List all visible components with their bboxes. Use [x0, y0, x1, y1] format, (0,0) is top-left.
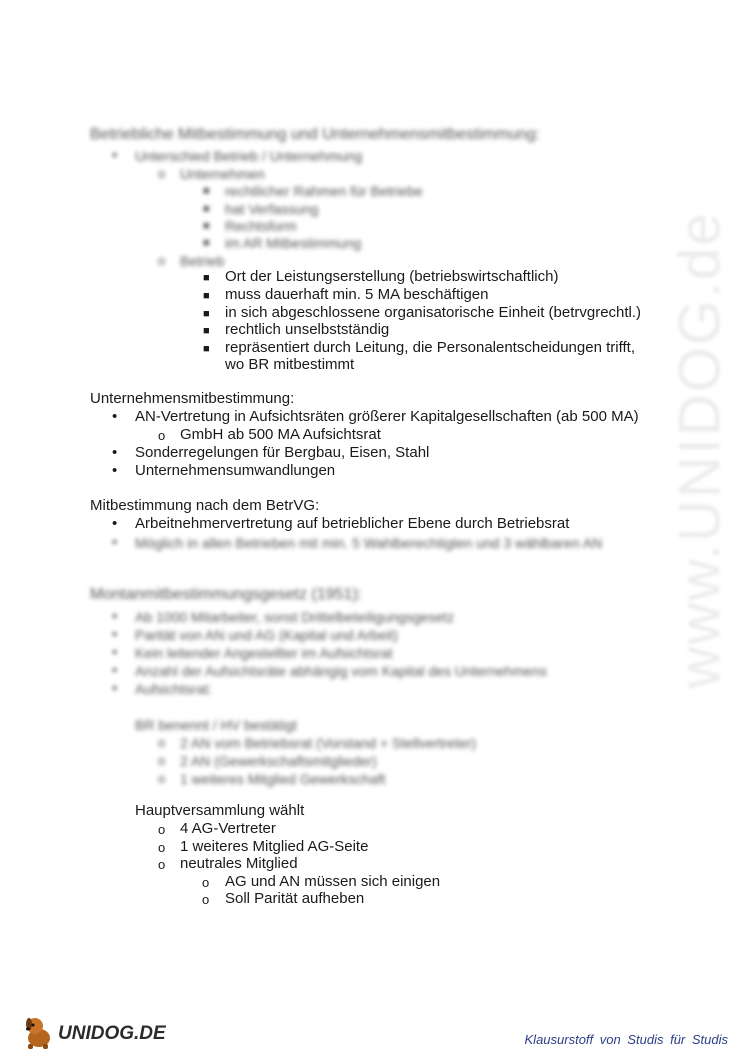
list-item: repräsentiert durch Leitung, die Personalentscheidungen trifft, — [225, 339, 635, 356]
unidog-logo[interactable] — [22, 1014, 166, 1054]
bullet: • — [112, 534, 118, 551]
subsection-heading: BR benennt / HV bestätigt — [135, 717, 297, 733]
bullet: o — [202, 892, 210, 907]
dog-icon — [22, 1014, 56, 1054]
bullet: • — [112, 608, 118, 625]
bullet: • — [112, 147, 118, 164]
bullet: • — [112, 680, 118, 697]
list-item: 4 AG-Vertreter — [180, 820, 276, 837]
section-heading: Mitbestimmung nach dem BetrVG: — [90, 497, 320, 514]
bullet: • — [112, 444, 118, 461]
bullet: o — [158, 857, 166, 872]
list-item: Unternehmensumwandlungen — [135, 462, 336, 479]
bullet: • — [112, 515, 118, 532]
bullet: ■ — [203, 220, 210, 232]
bullet: o — [158, 428, 166, 443]
list-item: Betrieb — [180, 253, 225, 269]
bullet: o — [158, 771, 166, 786]
list-item: AN-Vertretung in Aufsichtsräten größerer Kapitalgesellschaften (ab 500 MA) — [135, 408, 639, 425]
bullet: • — [112, 662, 118, 679]
watermark: www.UNIDOG.de — [667, 211, 733, 689]
list-item: GmbH ab 500 MA Aufsichtsrat — [180, 426, 381, 443]
bullet: ■ — [203, 308, 210, 320]
bullet: ■ — [203, 203, 210, 215]
list-item: im AR Mitbestimmung — [225, 235, 362, 251]
list-item-continued: wo BR mitbestimmt — [225, 356, 355, 373]
logo-text: UNIDOG.DE — [58, 1023, 166, 1044]
section-heading: Montanmitbestimmungsgesetz (1951): — [90, 586, 363, 603]
bullet: o — [202, 875, 210, 890]
section-heading: Unternehmensmitbestimmung: — [90, 390, 295, 407]
list-item: 1 weiteres Mitglied Gewerkschaft — [180, 771, 386, 787]
bullet: o — [158, 840, 166, 855]
list-item: 2 AN (Gewerkschaftsmitglieder) — [180, 753, 377, 769]
list-item: Soll Parität aufheben — [225, 890, 365, 907]
list-item: Rechtsform — [225, 218, 297, 234]
list-item: Arbeitnehmervertretung auf betrieblicher Ebene durch Betriebsrat — [135, 515, 570, 532]
list-item: Parität von AN und AG (Kapital und Arbeit) — [135, 627, 399, 643]
bullet: o — [158, 753, 166, 768]
list-item: Unternehmen — [180, 166, 265, 182]
list-item: muss dauerhaft min. 5 MA beschäftigen — [225, 286, 489, 303]
bullet: • — [112, 408, 118, 425]
bullet: o — [158, 253, 166, 268]
list-item: Anzahl der Aufsichtsräte abhängig vom Kapital des Unternehmens — [135, 663, 547, 679]
bullet: o — [158, 735, 166, 750]
bullet: • — [112, 626, 118, 643]
list-item: 2 AN vom Betriebsrat (Vorstand + Stellvertreter) — [180, 735, 477, 751]
bullet: ■ — [203, 185, 210, 197]
bullet: ■ — [203, 343, 210, 355]
bullet: ■ — [203, 272, 210, 284]
bullet: o — [158, 822, 166, 837]
list-item: neutrales Mitglied — [180, 855, 298, 872]
list-item: Ab 1000 Mitarbeiter, sonst Drittelbeteiligungsgesetz — [135, 609, 455, 625]
list-item: rechtlicher Rahmen für Betriebe — [225, 183, 423, 199]
list-item: hat Verfassung — [225, 201, 319, 217]
bullet: • — [112, 462, 118, 479]
list-item: rechtlich unselbstständig — [225, 321, 390, 338]
list-item: AG und AN müssen sich einigen — [225, 873, 441, 890]
bullet: ■ — [203, 237, 210, 249]
list-item: in sich abgeschlossene organisatorische Einheit (betrvgrechtl.) — [225, 304, 642, 321]
subsection-heading: Hauptversammlung wählt — [135, 802, 305, 819]
list-item: Möglich in allen Betrieben mit min. 5 Wahlberechtigten und 3 wählbaren AN — [135, 535, 603, 551]
list-item: Unterschied Betrieb / Unternehmung — [135, 148, 363, 164]
bullet: • — [112, 644, 118, 661]
bullet: o — [158, 166, 166, 181]
footer-tagline: Klausurstoff von Studis für Studis — [524, 1032, 728, 1047]
list-item: Kein leitender Angestellter im Aufsichtsrat — [135, 645, 393, 661]
list-item: 1 weiteres Mitglied AG-Seite — [180, 838, 369, 855]
bullet: ■ — [203, 290, 210, 302]
bullet: ■ — [203, 325, 210, 337]
list-item: Sonderregelungen für Bergbau, Eisen, Stahl — [135, 444, 430, 461]
list-item: Aufsichtsrat: — [135, 681, 213, 697]
list-item: Ort der Leistungserstellung (betriebswirtschaftlich) — [225, 268, 559, 285]
section-heading: Betriebliche Mitbestimmung und Unternehmensmitbestimmung: — [90, 126, 540, 143]
